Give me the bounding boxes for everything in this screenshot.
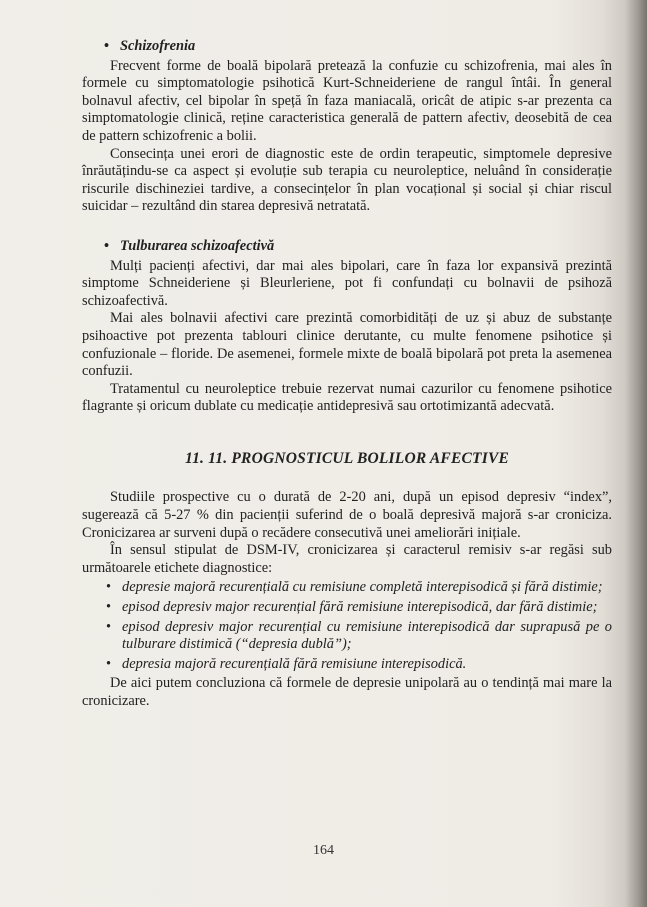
- bullet: •: [104, 237, 110, 254]
- subheading-tulburarea-schizoafectiva: • Tulburarea schizoafectivă: [104, 237, 275, 254]
- list-item: • episod depresiv major recurențial cu remisiune interepisodică dar suprapusă pe o tulburare distimică (“depresia dublă”);: [106, 618, 612, 653]
- list-item: • episod depresiv major recurențial fără remisiune interepisodică, dar fără distimie;: [106, 599, 598, 616]
- paragraph: Mulți pacienți afectivi, dar mai ales bipolari, care în faza lor expansivă prezintă simptome Schneideriene și Bleurleriene, pot fi confundați cu bolnavii de psihoză schizoafectivă.: [82, 257, 612, 309]
- paragraph: Frecvent forme de boală bipolară pretează la confuzie cu schizofrenia, mai ales în formele cu simptomatologie psihotică Kurt-Schneideriene de rangul întâi. În general bolnavul afectiv, cel bipolar în speță în faza maniacală, oricât de atipic s-ar prezenta ca simptomatologie clinică, reține caracteristica generală de pattern afectiv, deosebită de cea de pattern schizofrenic a bolii.: [82, 57, 612, 144]
- page-content: [82, 30, 612, 711]
- subheading-schizofrenia: • Schizofrenia: [104, 38, 196, 54]
- paragraph: Mai ales bolnavii afectivi care prezintă comorbidități de uz și abuz de substanțe psihoactive pot prezenta tablouri clinice derutante, cu multe fenomene psihotice și confuzionale – floride. De asemenei, formele mixte de boală bipolară pot preta la asemenea confuzii.: [82, 310, 612, 380]
- paragraph: Tratamentul cu neuroleptice trebuie rezervat numai cazurilor cu fenomene psihotice flagrante și oricum dublate cu medicație antidepresivă sau ortotimizantă adecvată.: [82, 380, 612, 415]
- section-title: 11. 11. PROGNOSTICUL BOLILOR AFECTIVE: [184, 449, 510, 467]
- list-item: • depresie majoră recurențială cu remisiune completă interepisodică și fără distimie;: [106, 579, 603, 596]
- paragraph: Studiile prospective cu o durată de 2-20 ani, după un episod depresiv “index”, sugerează că 5-27 % din pacienții suferind de o boală depresivă majoră s-ar croniciza. Cronicizarea ar surveni după o recădere consecutivă unei ameliorări inițiale.: [82, 489, 612, 541]
- page-number: 164: [313, 843, 334, 858]
- page-edge-shadow: [625, 0, 647, 907]
- paragraph: De aici putem concluziona că formele de depresie unipolară au o tendință mai mare la cronicizare.: [82, 675, 612, 709]
- list-item: • depresia majoră recurențială fără remisiune interepisodică.: [106, 655, 467, 672]
- paragraph: În sensul stipulat de DSM-IV, cronicizarea și caracterul remisiv s-ar regăsi sub următoarele etichete diagnostice:: [82, 542, 612, 576]
- paragraph: Consecința unei erori de diagnostic este de ordin terapeutic, simptomele depresive înrăutățindu-se ca aspect și evoluție sub terapia cu neuroleptice, neluând în considerație riscurile dischineziei tardive, a consecințelor în plan vocațional și social și chiar riscul suicidar – rezultând din starea depresivă netratată.: [82, 145, 612, 215]
- bullet: •: [104, 38, 110, 54]
- diagnostic-list: [82, 579, 612, 673]
